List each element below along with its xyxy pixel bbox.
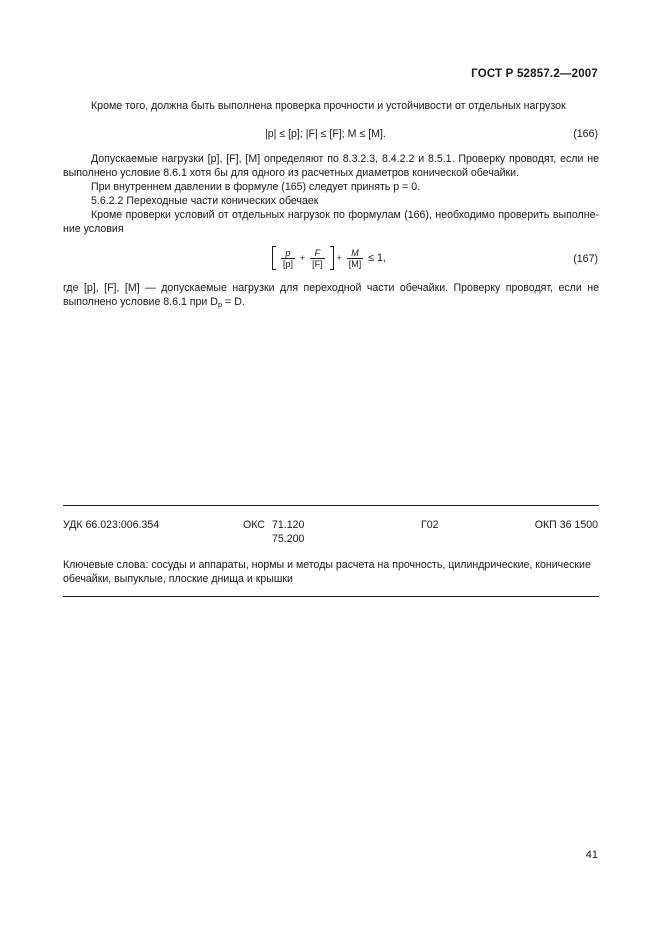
- paragraph-6-text: где [p], [F], [M] — допускаемые нагрузки для переходной части обечайки. Проверку проводят, если не выполнено условие 8.6.1 при D: [63, 282, 599, 308]
- bracket-left: [272, 246, 276, 270]
- bracket-right: [330, 246, 334, 270]
- paragraph-6-end: = D.: [222, 296, 245, 308]
- footer-top-rule: [63, 505, 599, 506]
- document-header: ГОСТ Р 52857.2—2007: [471, 68, 598, 80]
- fraction-p: [281, 248, 295, 269]
- fraction-m: [347, 248, 364, 269]
- equation-167-number: (167): [573, 253, 598, 265]
- fraction-f-denominator: [F]: [312, 258, 323, 269]
- paragraph-6: [63, 281, 599, 309]
- equation-167: [272, 246, 386, 270]
- udk-code: УДК 66.023:006.354: [63, 519, 160, 531]
- keywords: Ключевые слова: сосуды и аппараты, нормы и методы расчета на прочность, цилиндрические, конические обечайки, выпуклые, плоские днища и крышки: [63, 559, 591, 585]
- oks-code-2: 75.200: [272, 533, 305, 545]
- paragraph-5: Кроме проверки условий от отдельных нагрузок по формулам (166), необходимо проверить выполне-ние условия: [63, 209, 599, 235]
- paragraph-1: Кроме того, должна быть выполнена проверка прочности и устойчивости от отдельных нагрузок: [91, 100, 566, 112]
- fraction-f: [310, 248, 325, 269]
- equation-166-number: (166): [573, 128, 598, 140]
- paragraph-6-subscript: p: [217, 300, 223, 309]
- equation-166: |p| ≤ [p]; |F| ≤ [F]; M ≤ [M].: [265, 128, 386, 140]
- oks-label: ОКС: [243, 519, 265, 531]
- fraction-p-denominator: [p]: [282, 258, 293, 269]
- fraction-m-numerator: M: [347, 248, 364, 259]
- fraction-f-numerator: F: [310, 248, 325, 259]
- page-number: 41: [585, 849, 598, 861]
- okp-code: ОКП 36 1500: [534, 519, 598, 531]
- plus-sign-2: +: [336, 252, 342, 263]
- paragraph-2: Допускаемые нагрузки [p], [F], [M] определяют по 8.3.2.3, 8.4.2.2 и 8.5.1. Проверку проводят, если не выполнено условие 8.6.1 хотя бы для одного из расчетных диаметров конической обечайки.: [63, 153, 599, 179]
- section-heading-5-6-2-2: 5.6.2.2 Переходные части конических обечаек: [91, 195, 319, 207]
- inequality-tail: ≤ 1,: [368, 251, 386, 264]
- plus-sign-1: +: [299, 252, 306, 263]
- fraction-p-numerator: p: [281, 248, 295, 259]
- g-code: Г02: [421, 519, 439, 531]
- paragraph-3: При внутреннем давлении в формуле (165) следует принять p = 0.: [91, 181, 421, 193]
- oks-code-1: 71.120: [272, 519, 305, 531]
- footer-bottom-rule: [63, 596, 599, 597]
- fraction-m-denominator: [M]: [348, 258, 362, 269]
